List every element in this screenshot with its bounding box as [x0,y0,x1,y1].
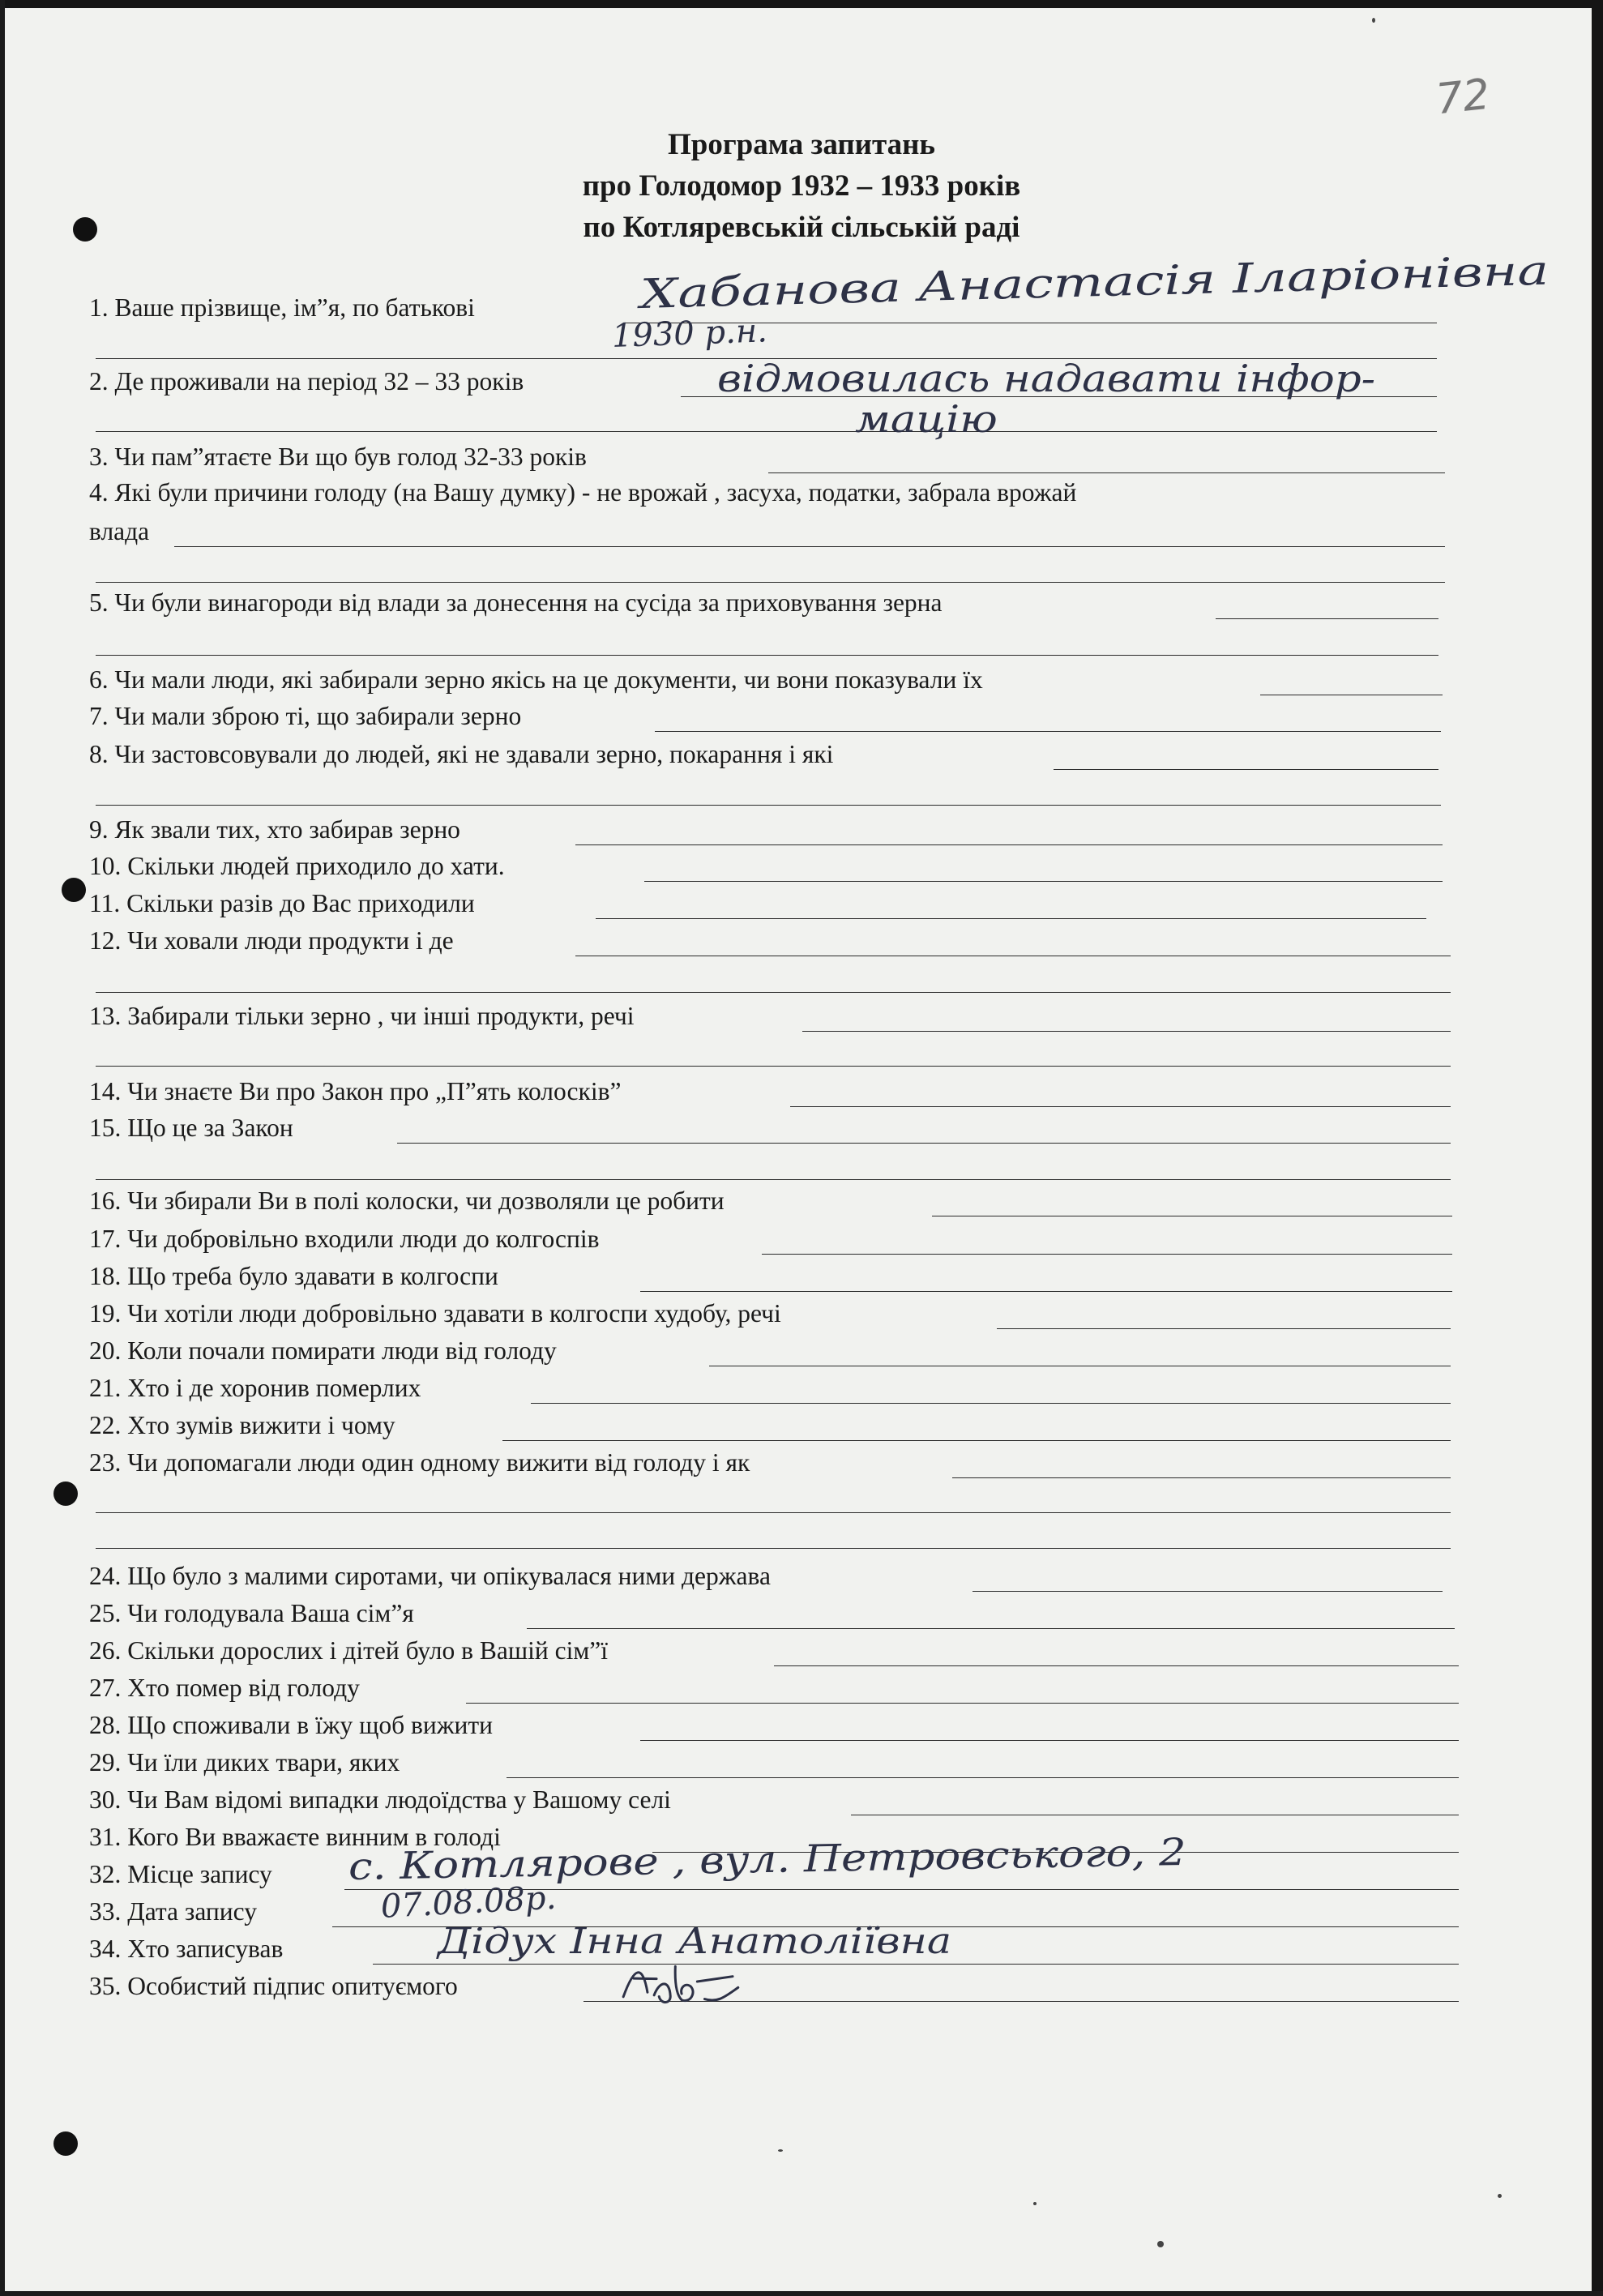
handwritten-signature [618,1955,743,2027]
handwritten-birth-year: 1930 р.н. [611,312,768,355]
scan-border-right [1592,0,1603,2296]
question-label: 6. Чи мали люди, які забирали зерно якісь на це документи, чи вони показували їх [89,665,983,694]
question-label: 34. Хто записував [89,1935,284,1963]
answer-line [96,1548,1451,1549]
question-label: 15. Що це за Закон [89,1114,293,1142]
handwritten-name: Хабанова Анастасія Іларіонівна [639,246,1550,318]
question-label: 8. Чи застовсовували до людей, які не здавали зерно, покарання і які [89,740,834,768]
scan-speck [1498,2194,1502,2198]
question-label: 21. Хто і де хоронив померлих [89,1374,421,1402]
scan-speck [1033,2202,1037,2205]
question-label: 12. Чи ховали люди продукти і де [89,926,454,955]
answer-line [527,1628,1455,1629]
answer-line [96,431,1437,432]
answer-line [1054,769,1438,770]
answer-line [1216,618,1438,619]
archive-folio-number: 72 [1434,70,1493,125]
question-label: 10. Скільки людей приходило до хати. [89,852,505,880]
answer-line [774,1665,1459,1666]
question-label: влада [89,517,150,545]
question-label: 35. Особистий підпис опитуємого [89,1972,458,2000]
question-label: 2. Де проживали на період 32 – 33 років [89,367,524,395]
answer-line [531,1403,1451,1404]
answer-line [644,881,1443,882]
question-label: 32. Місце запису [89,1860,272,1888]
scan-speck [1372,18,1375,23]
answer-line [502,1440,1451,1441]
question-label: 16. Чи збирали Ви в полі колоски, чи дозволяли це робити [89,1186,725,1215]
answer-line [397,1143,1451,1144]
document-title: Програма запитань [668,128,935,161]
question-label: 27. Хто помер від голоду [89,1674,360,1702]
handwritten-date: 07.08.08р. [379,1879,558,1926]
document-subtitle: по Котляревській сільській раді [583,211,1020,244]
question-label: 25. Чи голодувала Ваша сім”я [89,1599,414,1627]
answer-line [596,918,1426,919]
handwritten-refusal: мацію [855,397,998,441]
answer-line [96,1512,1451,1513]
scan-speck [1157,2241,1164,2247]
handwritten-refusal: відмовилась надавати інфор- [717,357,1376,400]
answer-line [96,1179,1451,1180]
question-label: 4. Які були причини голоду (на Вашу думку) - не врожай , засуха, податки, забрала врожай [89,478,1077,507]
punch-hole [53,2131,78,2156]
handwritten-place: с. Котлярове , вул. Петровського, 2 [348,1829,1187,1888]
answer-line [655,731,1441,732]
answer-line [96,655,1438,656]
answer-line [96,582,1445,583]
answer-line [373,1964,1459,1965]
scan-border-top [0,0,1603,8]
punch-hole [53,1481,78,1506]
scan-border-left [0,0,5,2296]
handwritten-recorder: Дідух Інна Анатоліївна [438,1921,952,1962]
answer-line [466,1703,1459,1704]
question-label: 13. Забирали тільки зерно , чи інші продукти, речі [89,1002,635,1030]
question-label: 19. Чи хотіли люди добровільно здавати в колгоспи худобу, речі [89,1299,781,1328]
question-label: 28. Що споживали в їжу щоб вижити [89,1711,494,1739]
answer-line [640,1291,1452,1292]
answer-line [507,1777,1459,1778]
answer-line [575,844,1443,845]
document-subtitle: про Голодомор 1932 – 1933 років [582,169,1021,203]
question-label: 29. Чи їли диких твари, яких [89,1748,400,1777]
answer-line [768,472,1445,473]
answer-line [96,805,1441,806]
question-label: 9. Як звали тих, хто забирав зерно [89,815,460,844]
question-label: 18. Що треба було здавати в колгоспи [89,1262,498,1290]
question-label: 20. Коли почали помирати люди від голоду [89,1336,557,1365]
answer-line [997,1328,1451,1329]
question-label: 33. Дата запису [89,1897,257,1926]
question-label: 1. Ваше прізвище, ім”я, по батькові [89,293,475,322]
answer-line [174,546,1445,547]
question-label: 17. Чи добровільно входили люди до колгоспів [89,1225,600,1253]
answer-line [640,1740,1459,1741]
scan-border-bottom [0,2291,1603,2296]
answer-line [96,992,1451,993]
answer-line [972,1591,1443,1592]
scan-speck [778,2149,783,2152]
signature-scrawl [618,1955,742,2018]
answer-line [96,1066,1451,1067]
answer-line [952,1477,1451,1478]
question-label: 14. Чи знаєте Ви про Закон про „П”ять колосків” [89,1077,622,1105]
answer-line [802,1031,1451,1032]
question-label: 31. Кого Ви вважаєте винним в голоді [89,1823,501,1851]
punch-hole [62,878,86,902]
question-label: 22. Хто зумів вижити і чому [89,1411,395,1439]
question-label: 26. Скільки дорослих і дітей було в Вашій сім”ї [89,1636,608,1665]
question-label: 30. Чи Вам відомі випадки людоїдства у Вашому селі [89,1785,671,1814]
answer-line [790,1106,1451,1107]
question-label: 23. Чи допомагали люди один одному вижити від голоду і як [89,1448,750,1477]
answer-line [762,1254,1452,1255]
question-label: 24. Що було з малими сиротами, чи опікувалася ними держава [89,1562,771,1590]
question-label: 5. Чи були винагороди від влади за донесення на сусіда за приховування зерна [89,588,943,617]
question-label: 3. Чи пам”ятаєте Ви що був голод 32-33 років [89,443,587,471]
question-label: 7. Чи мали зброю ті, що забирали зерно [89,702,522,730]
question-label: 11. Скільки разів до Вас приходили [89,889,475,917]
